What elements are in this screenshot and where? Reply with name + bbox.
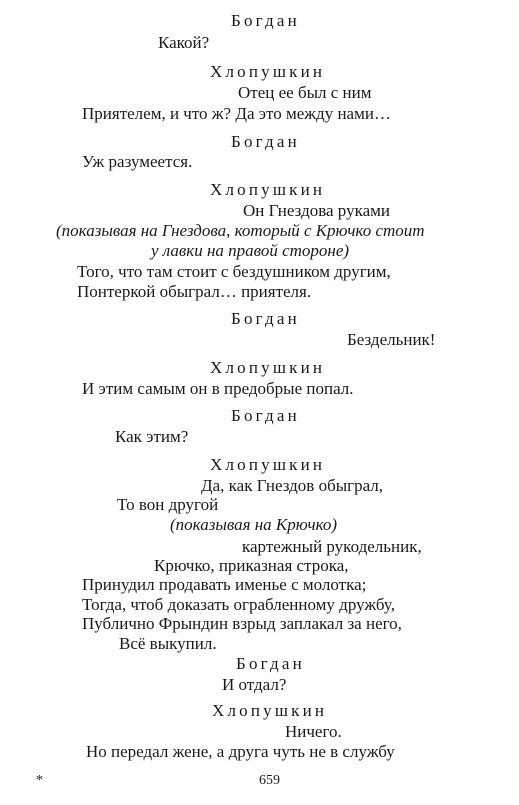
speaker-name: Хлопушкин [210,455,326,474]
footnote-mark: * [36,773,43,788]
dialogue-line: Но передал жене, а друга чуть не в службу [86,742,395,761]
speaker-name: Богдан [231,406,300,425]
dialogue-line: Какой? [158,33,210,52]
dialogue-line: Уж разумеется. [82,152,193,171]
stage-direction: (показывая на Крючко) [170,515,338,534]
speaker-name: Хлопушкин [210,180,326,199]
dialogue-line: Как этим? [115,427,189,446]
dialogue-line: Отец ее был с ним [238,83,372,102]
dialogue-line: И отдал? [222,675,287,694]
dialogue-line: Тогда, чтоб доказать ограбленному дружбу, [82,595,395,614]
stage-direction: (показывая на Гнездова, который с Крючко стоит [56,221,425,240]
stage-direction: у лавки на правой стороне) [151,241,350,260]
dialogue-line: Приятелем, и что ж? Да это между нами… [82,104,391,123]
speaker-name: Хлопушкин [212,701,328,720]
dialogue-line: Того, что там стоит с бездушником другим, [77,262,391,281]
speaker-name: Богдан [231,132,300,151]
dialogue-line: Всё выкупил. [119,634,217,653]
speaker-name: Богдан [231,309,300,328]
dialogue-line: картежный рукодельник, [242,537,422,556]
dialogue-line: Принудил продавать именье с молотка; [82,575,367,594]
page-number: 659 [259,773,280,788]
dialogue-line: И этим самым он в предобрые попал. [82,379,354,398]
dialogue-line: Ничего. [285,722,342,741]
dialogue-line: Бездельник! [347,330,436,349]
dialogue-line: Понтеркой обыграл… приятеля. [77,282,312,301]
speaker-name: Богдан [231,11,300,30]
speaker-name: Хлопушкин [210,358,326,377]
dialogue-line: Он Гнездова руками [243,201,390,220]
dialogue-line: Публично Фрындин взрыд заплакал за него, [82,614,402,633]
speaker-name: Богдан [236,654,305,673]
dialogue-line: Крючко, приказная строка, [154,556,349,575]
speaker-name: Хлопушкин [210,62,326,81]
dialogue-line: Да, как Гнездов обыграл, [201,476,384,495]
dialogue-line: То вон другой [117,495,219,514]
